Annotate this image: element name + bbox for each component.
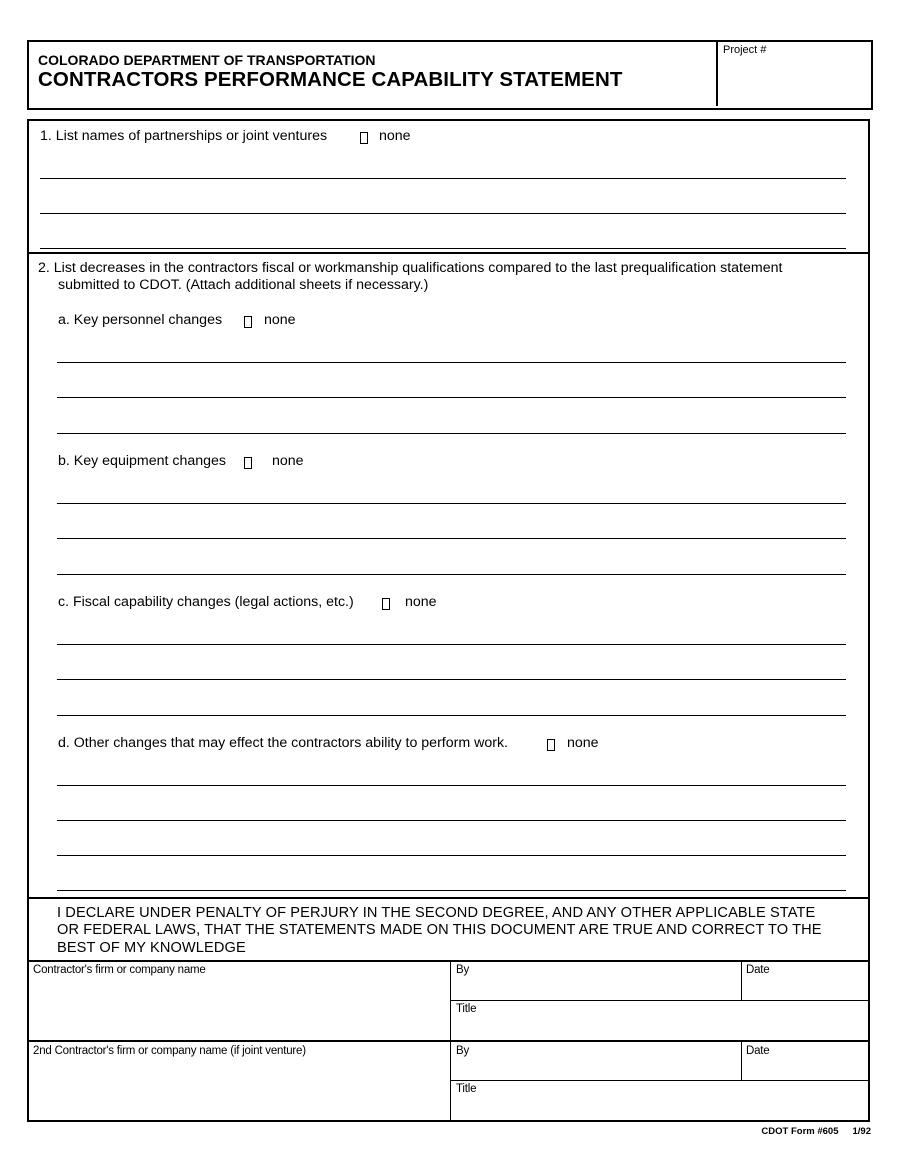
second-by-input[interactable]	[456, 1060, 740, 1082]
item-b-write-line-1[interactable]	[57, 503, 846, 504]
by-input[interactable]	[456, 979, 740, 1001]
form-footer	[761, 1126, 871, 1137]
section-2-label-line-1: 2. List decreases in the contractors fiscal or workmanship qualifications compared to the last prequalification statement	[38, 260, 783, 276]
section-1-label: 1. List names of partnerships or joint ventures	[40, 128, 328, 144]
item-b-write-line-3[interactable]	[57, 574, 846, 575]
project-number-input[interactable]	[722, 60, 872, 104]
item-c-write-line-2[interactable]	[57, 679, 846, 680]
declaration-line-2: OR FEDERAL LAWS, THAT THE STATEMENTS MADE ON THIS DOCUMENT ARE TRUE AND CORRECT TO THE	[57, 922, 822, 938]
item-b-write-line-2[interactable]	[57, 538, 846, 539]
second-firm-name-input[interactable]	[33, 1062, 449, 1120]
firm-name-label: Contractor's firm or company name	[33, 964, 206, 976]
date-label: Date	[746, 964, 770, 976]
form-title: CONTRACTORS PERFORMANCE CAPABILITY STATEMENT	[38, 68, 623, 91]
signature-divider-vertical-2	[450, 1042, 451, 1122]
firm-name-input[interactable]	[33, 981, 449, 1039]
form-body	[27, 119, 870, 1122]
item-a-write-line-3[interactable]	[57, 433, 846, 434]
section-1-write-line-3[interactable]	[40, 248, 846, 249]
by-label: By	[456, 964, 470, 976]
item-d-write-line-1[interactable]	[57, 785, 846, 786]
second-by-label: By	[456, 1045, 470, 1057]
second-date-label: Date	[746, 1045, 770, 1057]
item-b-label: b. Key equipment changes	[58, 453, 226, 469]
date-divider-1	[741, 962, 742, 1000]
item-c-write-line-3[interactable]	[57, 715, 846, 716]
item-c-label: c. Fiscal capability changes (legal actions, etc.)	[58, 594, 354, 610]
section-1-none-checkbox[interactable]	[360, 132, 368, 144]
form-number: CDOT Form #605	[761, 1126, 839, 1137]
item-a-none-label: none	[264, 312, 296, 328]
item-c-none-checkbox[interactable]	[382, 598, 390, 610]
title-input[interactable]	[456, 1018, 868, 1040]
title-divider-1	[450, 1000, 868, 1001]
item-c-none-label: none	[405, 594, 437, 610]
project-number-label: Project #	[723, 44, 767, 56]
title-divider-2	[450, 1080, 868, 1081]
section-2-label-line-2: submitted to CDOT. (Attach additional sheets if necessary.)	[58, 277, 429, 293]
signature-divider-vertical-1	[450, 962, 451, 1041]
item-d-none-label: none	[567, 735, 599, 751]
signature-divider-middle	[29, 1040, 868, 1042]
item-b-none-label: none	[272, 453, 304, 469]
item-d-label: d. Other changes that may effect the contractors ability to perform work.	[58, 735, 509, 751]
declaration-line-3: BEST OF MY KNOWLEDGE	[57, 940, 246, 956]
declaration-divider-top	[29, 897, 868, 899]
form-header	[27, 40, 873, 110]
item-a-write-line-1[interactable]	[57, 362, 846, 363]
item-a-write-line-2[interactable]	[57, 397, 846, 398]
item-d-write-line-2[interactable]	[57, 820, 846, 821]
signature-divider-top	[29, 960, 868, 962]
item-d-none-checkbox[interactable]	[547, 739, 555, 751]
second-firm-name-label: 2nd Contractor's firm or company name (if joint venture)	[33, 1045, 306, 1057]
item-c-write-line-1[interactable]	[57, 644, 846, 645]
agency-name: COLORADO DEPARTMENT OF TRANSPORTATION	[38, 52, 376, 68]
second-date-input[interactable]	[746, 1060, 868, 1082]
date-divider-2	[741, 1042, 742, 1081]
item-a-label: a. Key personnel changes	[58, 312, 223, 328]
item-b-none-checkbox[interactable]	[244, 457, 252, 469]
item-d-write-line-4[interactable]	[57, 890, 846, 891]
second-title-input[interactable]	[456, 1098, 868, 1120]
section-1-write-line-1[interactable]	[40, 178, 846, 179]
form-revision: 1/92	[852, 1126, 871, 1137]
item-d-write-line-3[interactable]	[57, 855, 846, 856]
title-label: Title	[456, 1003, 477, 1015]
section-divider	[29, 252, 868, 254]
second-title-label: Title	[456, 1083, 477, 1095]
project-number-box	[716, 40, 873, 106]
item-a-none-checkbox[interactable]	[244, 316, 252, 328]
date-input[interactable]	[746, 979, 868, 1001]
section-1-none-label: none	[379, 128, 411, 144]
declaration-line-1: I DECLARE UNDER PENALTY OF PERJURY IN THE SECOND DEGREE, AND ANY OTHER APPLICABLE STATE	[57, 905, 816, 921]
section-1-write-line-2[interactable]	[40, 213, 846, 214]
